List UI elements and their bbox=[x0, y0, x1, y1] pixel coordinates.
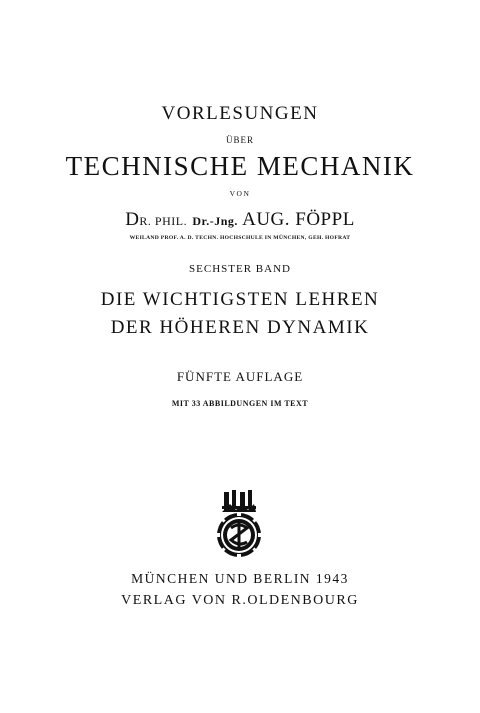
author-line bbox=[0, 210, 480, 229]
subtitle-line-1: DIE WICHTIGSTEN LEHREN bbox=[100, 289, 380, 310]
publisher-name: VERLAG VON R.OLDENBOURG bbox=[121, 593, 359, 608]
subtitle-line-2: DER HÖHEREN DYNAMIK bbox=[110, 317, 370, 338]
figures-note: MIT 33 ABBILDUNGEN IM TEXT bbox=[171, 399, 309, 408]
edition-label: FÜNFTE AUFLAGE bbox=[176, 369, 304, 384]
author-note: WEILAND PROF. A. D. TECHN. HOCHSCHULE IN MÜNCHEN, GEH. HOFRAT bbox=[129, 235, 351, 241]
publisher-emblem-icon bbox=[210, 490, 270, 560]
author-degree: R. PHIL. bbox=[139, 214, 188, 228]
by-label: VON bbox=[229, 189, 251, 198]
author-name: AUG. FÖPPL bbox=[242, 209, 355, 230]
preposition: ÜBER bbox=[225, 135, 254, 145]
author-engineering-degree: Dr.-Jng. bbox=[192, 214, 238, 228]
author-degree-prefix: D bbox=[125, 209, 140, 230]
place-and-date: MÜNCHEN UND BERLIN 1943 bbox=[131, 571, 349, 586]
series-title: VORLESUNGEN bbox=[161, 103, 319, 124]
volume-label: SECHSTER BAND bbox=[189, 263, 291, 275]
main-title: TECHNISCHE MECHANIK bbox=[65, 151, 415, 181]
